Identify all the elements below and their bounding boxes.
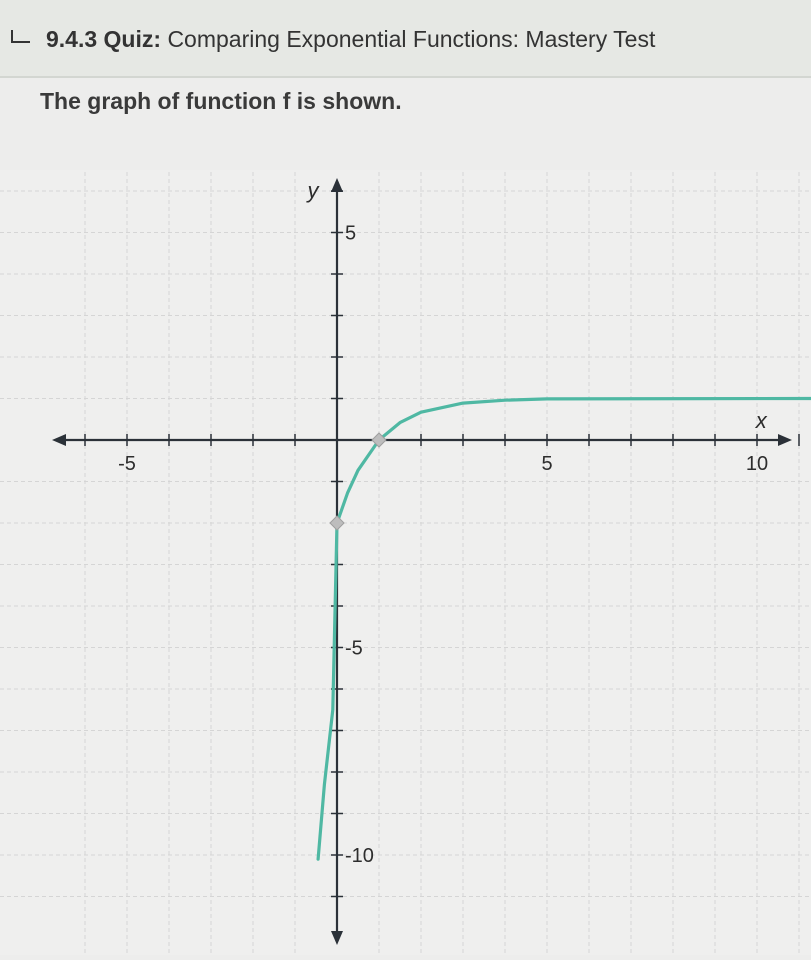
y-tick-label: -10 bbox=[345, 845, 374, 867]
quiz-name: Comparing Exponential Functions: Mastery Test bbox=[167, 26, 656, 52]
question-prompt: The graph of function f is shown. bbox=[40, 88, 402, 114]
plot-background bbox=[0, 170, 811, 955]
graph-container bbox=[0, 150, 811, 955]
quiz-header bbox=[0, 0, 811, 78]
x-axis-label: x bbox=[755, 408, 767, 433]
x-tick-label: 10 bbox=[745, 453, 769, 475]
function-graph bbox=[0, 150, 811, 955]
quiz-type-label: Quiz: bbox=[103, 26, 162, 52]
quiz-section-number: 9.4.3 bbox=[46, 26, 98, 52]
y-tick-label: 5 bbox=[345, 222, 357, 245]
y-tick-label: -5 bbox=[345, 637, 363, 660]
back-arrow-icon[interactable] bbox=[8, 26, 34, 48]
x-tick-label: -5 bbox=[118, 453, 136, 475]
y-axis-label: y bbox=[307, 178, 319, 203]
grid-lines bbox=[0, 170, 811, 955]
x-tick-label: 5 bbox=[541, 453, 553, 475]
quiz-title bbox=[46, 26, 655, 53]
